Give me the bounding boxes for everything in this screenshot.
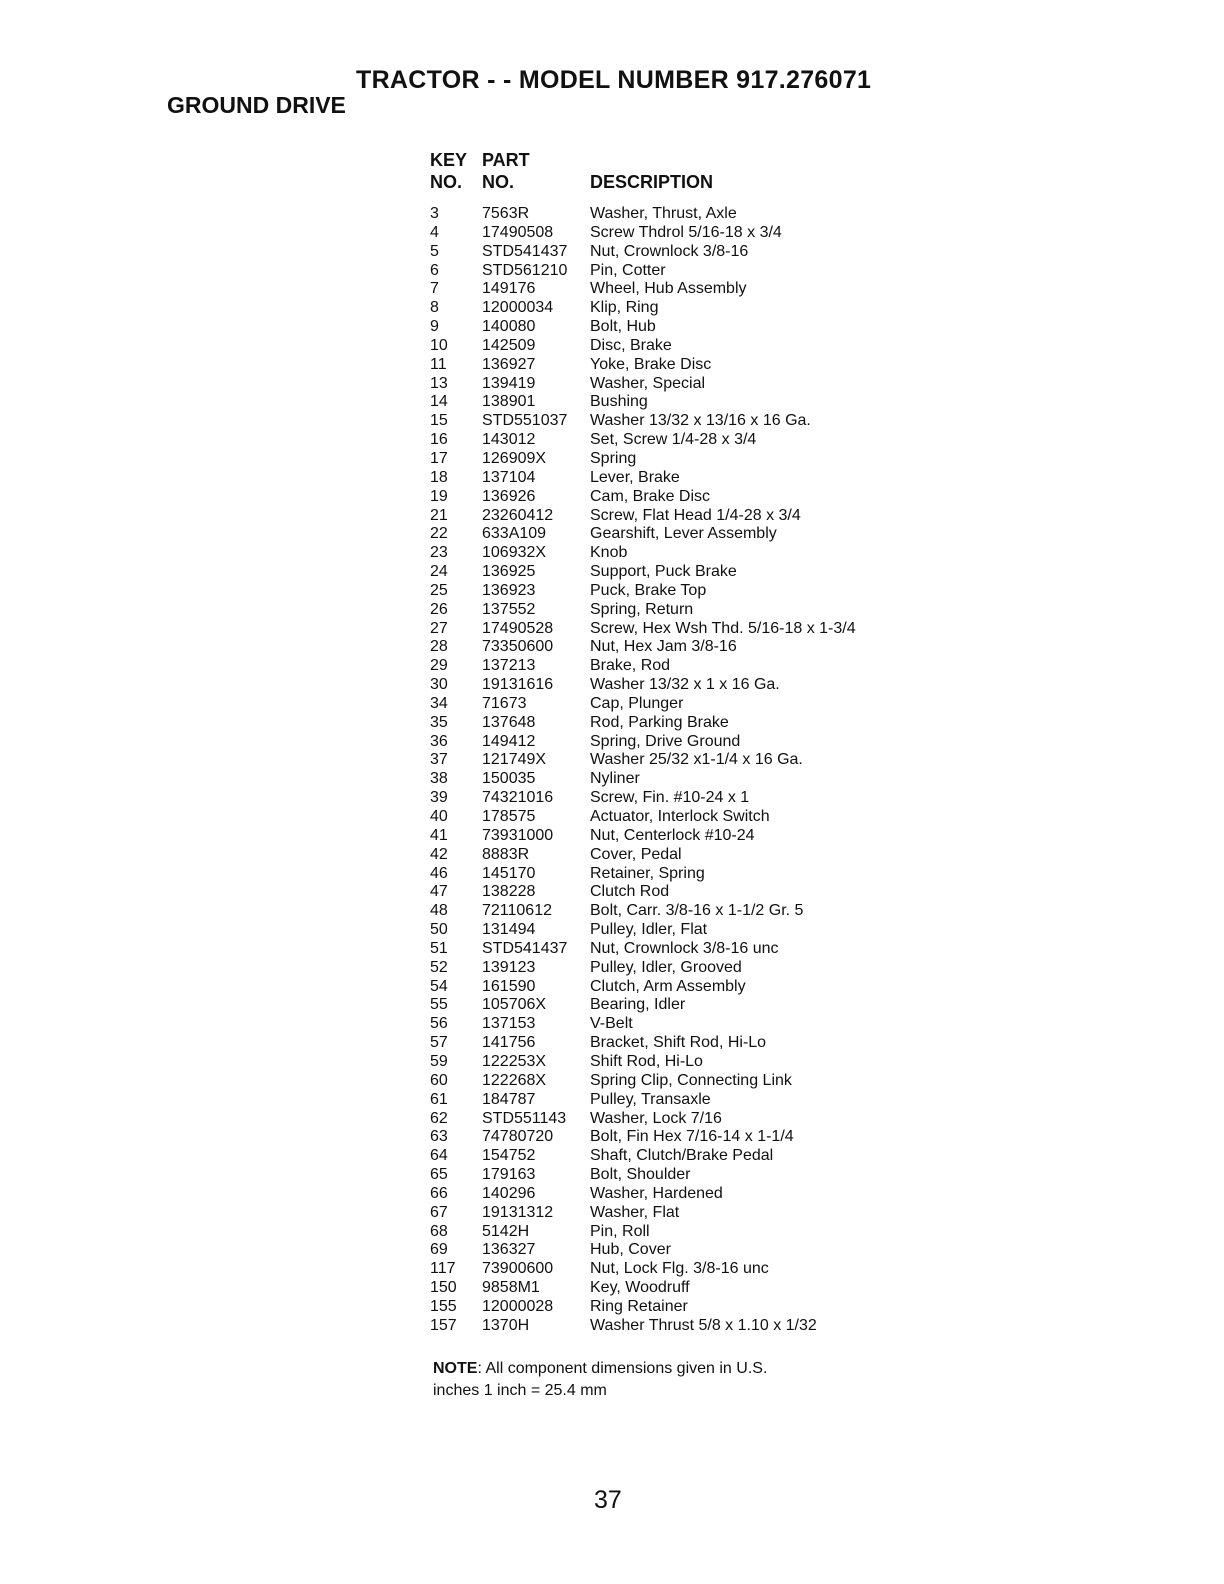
part-key-no: 3 xyxy=(430,205,439,222)
part-no: 71673 xyxy=(482,694,527,712)
part-no: 136923 xyxy=(482,581,536,599)
part-no: 1370H xyxy=(482,1316,530,1334)
part-description: Screw Thdrol 5/16-18 x 3/4 xyxy=(590,223,782,241)
part-description: Retainer, Spring xyxy=(590,864,705,882)
part-description: Shift Rod, Hi-Lo xyxy=(590,1052,703,1070)
part-key-no: 24 xyxy=(430,563,448,581)
part-description: Spring Clip, Connecting Link xyxy=(590,1071,792,1089)
part-key-no: 13 xyxy=(430,374,448,392)
part-no: 131494 xyxy=(482,921,536,939)
part-key-no: 38 xyxy=(430,770,448,788)
part-key-no: 40 xyxy=(430,808,448,825)
note-label: NOTE xyxy=(433,1360,478,1377)
part-description: Bolt, Hub xyxy=(590,318,656,336)
part-description: Puck, Brake Top xyxy=(590,581,707,599)
part-key-no: 22 xyxy=(430,525,448,543)
note xyxy=(433,1358,833,1402)
part-no: 126909X xyxy=(482,449,547,467)
part-description: Lever, Brake xyxy=(590,468,680,486)
part-description: Washer, Hardened xyxy=(590,1184,723,1202)
part-no: 12000028 xyxy=(482,1297,554,1315)
part-description: Nut, Hex Jam 3/8-16 xyxy=(590,638,737,656)
part-key-no: 8 xyxy=(430,299,439,317)
part-no: 136327 xyxy=(482,1241,536,1259)
col-header-part-line1: PART xyxy=(482,150,530,170)
part-key-no: 30 xyxy=(430,676,448,694)
part-key-no: 60 xyxy=(430,1071,448,1089)
part-no: STD551143 xyxy=(482,1109,567,1127)
part-key-no: 51 xyxy=(430,939,448,957)
part-no: 5142H xyxy=(482,1222,530,1240)
part-no: 121749X xyxy=(482,751,547,769)
part-no: 23260412 xyxy=(482,506,554,524)
part-key-no: 59 xyxy=(430,1052,448,1070)
part-no: 179163 xyxy=(482,1166,536,1184)
part-no: 138901 xyxy=(482,393,536,411)
part-key-no: 41 xyxy=(430,826,448,844)
part-description: Klip, Ring xyxy=(590,299,659,317)
part-key-no: 62 xyxy=(430,1109,448,1127)
part-description: Washer 13/32 x 1 x 16 Ga. xyxy=(590,676,780,694)
part-key-no: 18 xyxy=(430,468,448,486)
part-key-no: 15 xyxy=(430,412,448,430)
part-description: Nut, Crownlock 3/8-16 unc xyxy=(590,939,779,957)
part-no: 105706X xyxy=(482,996,547,1014)
part-no: 136927 xyxy=(482,355,536,373)
part-no: 19131312 xyxy=(482,1203,554,1221)
part-description: Clutch, Arm Assembly xyxy=(590,977,746,995)
part-description: Disc, Brake xyxy=(590,336,672,354)
part-description: Key, Woodruff xyxy=(590,1279,690,1297)
part-key-no: 64 xyxy=(430,1147,448,1165)
part-description: Pin, Roll xyxy=(590,1222,650,1240)
part-no: 8883R xyxy=(482,845,530,863)
page-number: 37 xyxy=(594,1486,622,1514)
part-key-no: 67 xyxy=(430,1203,448,1221)
part-key-no: 39 xyxy=(430,789,448,807)
page-title: TRACTOR - - MODEL NUMBER 917.276071 xyxy=(356,66,872,94)
part-no: 140296 xyxy=(482,1184,536,1202)
part-no: 633A109 xyxy=(482,525,547,543)
part-description: Hub, Cover xyxy=(590,1241,671,1259)
part-key-no: 157 xyxy=(430,1316,457,1334)
part-no: 149412 xyxy=(482,732,536,750)
part-description: Pulley, Idler, Flat xyxy=(590,921,708,939)
part-description: Washer 13/32 x 13/16 x 16 Ga. xyxy=(590,412,811,430)
part-key-no: 46 xyxy=(430,864,448,882)
part-description: Screw, Fin. #10-24 x 1 xyxy=(590,789,750,807)
part-description: Washer Thrust 5/8 x 1.10 x 1/32 xyxy=(590,1316,817,1334)
part-description: Gearshift, Lever Assembly xyxy=(590,525,777,543)
part-key-no: 27 xyxy=(430,619,448,637)
part-key-no: 29 xyxy=(430,657,448,675)
part-no: STD541437 xyxy=(482,242,568,260)
part-key-no: 66 xyxy=(430,1184,448,1202)
part-description: Nyliner xyxy=(590,770,640,788)
part-no: 142509 xyxy=(482,336,536,354)
part-description: Spring, Return xyxy=(590,600,694,618)
part-description: Spring, Drive Ground xyxy=(590,732,741,750)
part-description: Washer, Thrust, Axle xyxy=(590,205,737,222)
part-key-no: 37 xyxy=(430,751,448,769)
part-no: 154752 xyxy=(482,1147,536,1165)
part-no: 74780720 xyxy=(482,1128,554,1146)
part-no: 138228 xyxy=(482,883,536,901)
part-no: STD561210 xyxy=(482,261,568,279)
part-description: Ring Retainer xyxy=(590,1297,688,1315)
col-header-key-line2: NO. xyxy=(430,172,463,192)
part-no: 184787 xyxy=(482,1090,536,1108)
part-key-no: 50 xyxy=(430,921,448,939)
part-key-no: 61 xyxy=(430,1090,448,1108)
part-no: 12000034 xyxy=(482,299,554,317)
part-no: 137552 xyxy=(482,600,536,618)
part-no: 137213 xyxy=(482,657,536,675)
part-key-no: 28 xyxy=(430,638,448,656)
part-no: 136926 xyxy=(482,487,536,505)
part-description: Wheel, Hub Assembly xyxy=(590,280,747,298)
part-description: Cam, Brake Disc xyxy=(590,487,711,505)
part-no: STD541437 xyxy=(482,939,568,957)
part-no: 141756 xyxy=(482,1034,536,1052)
part-description: Washer, Special xyxy=(590,374,706,392)
part-key-no: 68 xyxy=(430,1222,448,1240)
part-description: Set, Screw 1/4-28 x 3/4 xyxy=(590,431,757,449)
part-key-no: 17 xyxy=(430,449,448,467)
part-key-no: 7 xyxy=(430,280,439,298)
part-description: Bushing xyxy=(590,393,648,411)
part-no: 137153 xyxy=(482,1015,536,1033)
part-no: 17490528 xyxy=(482,619,554,637)
part-description: Screw, Flat Head 1/4-28 x 3/4 xyxy=(590,506,801,524)
part-no: 72110612 xyxy=(482,902,552,920)
part-description: Bolt, Shoulder xyxy=(590,1166,691,1184)
part-key-no: 16 xyxy=(430,431,448,449)
part-key-no: 48 xyxy=(430,902,448,920)
part-key-no: 65 xyxy=(430,1166,448,1184)
part-description: Cover, Pedal xyxy=(590,845,682,863)
part-key-no: 19 xyxy=(430,487,448,505)
part-no: 150035 xyxy=(482,770,536,788)
part-description: Shaft, Clutch/Brake Pedal xyxy=(590,1147,774,1165)
part-no: 122268X xyxy=(482,1071,547,1089)
part-key-no: 63 xyxy=(430,1128,448,1146)
part-no: 149176 xyxy=(482,280,536,298)
part-key-no: 9 xyxy=(430,318,439,336)
part-description: Washer, Lock 7/16 xyxy=(590,1109,722,1127)
part-no: 137104 xyxy=(482,468,536,486)
part-no: 139419 xyxy=(482,374,536,392)
part-description: Knob xyxy=(590,544,628,562)
part-description: Spring xyxy=(590,449,637,467)
part-description: Pulley, Transaxle xyxy=(590,1090,711,1108)
part-key-no: 57 xyxy=(430,1034,448,1052)
part-description: Nut, Lock Flg. 3/8-16 unc xyxy=(590,1260,769,1278)
part-no: 17490508 xyxy=(482,223,554,241)
part-description: Yoke, Brake Disc xyxy=(590,355,712,373)
part-key-no: 150 xyxy=(430,1279,457,1297)
part-no: 73350600 xyxy=(482,638,554,656)
part-description: Bolt, Fin Hex 7/16-14 x 1-1/4 xyxy=(590,1128,794,1146)
part-description: Screw, Hex Wsh Thd. 5/16-18 x 1-3/4 xyxy=(590,619,856,637)
part-key-no: 55 xyxy=(430,996,448,1014)
part-key-no: 14 xyxy=(430,393,448,411)
col-header-key-line1: KEY xyxy=(430,150,468,170)
part-no: 137648 xyxy=(482,713,536,731)
part-description: Cap, Plunger xyxy=(590,694,684,712)
part-no: 106932X xyxy=(482,544,547,562)
part-description: Clutch Rod xyxy=(590,883,670,901)
col-header-description: DESCRIPTION xyxy=(590,172,714,192)
part-no: 73900600 xyxy=(482,1260,554,1278)
part-description: Pulley, Idler, Grooved xyxy=(590,958,742,976)
part-description: Washer, Flat xyxy=(590,1203,680,1221)
part-key-no: 155 xyxy=(430,1297,457,1315)
part-key-no: 52 xyxy=(430,958,448,976)
part-key-no: 36 xyxy=(430,732,448,750)
part-description: Bracket, Shift Rod, Hi-Lo xyxy=(590,1034,767,1052)
part-no: 161590 xyxy=(482,977,536,995)
part-key-no: 5 xyxy=(430,242,439,260)
part-key-no: 47 xyxy=(430,883,448,901)
part-description: Nut, Crownlock 3/8-16 xyxy=(590,242,749,260)
part-key-no: 23 xyxy=(430,544,448,562)
part-no: 74321016 xyxy=(482,789,554,807)
part-no: 178575 xyxy=(482,808,536,825)
part-description: Nut, Centerlock #10-24 xyxy=(590,826,755,844)
part-no: 139123 xyxy=(482,958,536,976)
part-no: 145170 xyxy=(482,864,536,882)
part-no: 73931000 xyxy=(482,826,554,844)
part-description: Bolt, Carr. 3/8-16 x 1-1/2 Gr. 5 xyxy=(590,902,804,920)
part-description: Rod, Parking Brake xyxy=(590,713,729,731)
section-title: GROUND DRIVE xyxy=(167,92,346,118)
part-no: 19131616 xyxy=(482,676,554,694)
part-no: 143012 xyxy=(482,431,536,449)
part-description: Actuator, Interlock Switch xyxy=(590,808,770,825)
part-key-no: 4 xyxy=(430,223,439,241)
part-key-no: 25 xyxy=(430,581,448,599)
part-key-no: 54 xyxy=(430,977,448,995)
part-key-no: 6 xyxy=(430,261,439,279)
part-key-no: 35 xyxy=(430,713,448,731)
part-description: Bearing, Idler xyxy=(590,996,686,1014)
part-description: Brake, Rod xyxy=(590,657,671,675)
part-no: 122253X xyxy=(482,1052,547,1070)
part-no: 140080 xyxy=(482,318,536,336)
part-key-no: 117 xyxy=(430,1260,456,1278)
part-description: Support, Puck Brake xyxy=(590,563,737,581)
part-no: STD551037 xyxy=(482,412,568,430)
part-description: Washer 25/32 x1-1/4 x 16 Ga. xyxy=(590,751,803,769)
part-key-no: 69 xyxy=(430,1241,448,1259)
note-text-line2: inches 1 inch = 25.4 mm xyxy=(433,1382,607,1399)
part-key-no: 26 xyxy=(430,600,448,618)
part-description: V-Belt xyxy=(590,1015,633,1033)
part-key-no: 34 xyxy=(430,694,448,712)
part-key-no: 42 xyxy=(430,845,448,863)
part-key-no: 56 xyxy=(430,1015,448,1033)
part-key-no: 21 xyxy=(430,506,448,524)
part-no: 7563R xyxy=(482,205,530,222)
col-header-part-line2: NO. xyxy=(482,172,515,192)
part-description: Pin, Cotter xyxy=(590,261,666,279)
part-key-no: 11 xyxy=(430,355,447,373)
note-text-line1: : All component dimensions given in U.S. xyxy=(477,1360,768,1377)
part-no: 9858M1 xyxy=(482,1279,540,1297)
part-key-no: 10 xyxy=(430,336,448,354)
part-no: 136925 xyxy=(482,563,536,581)
